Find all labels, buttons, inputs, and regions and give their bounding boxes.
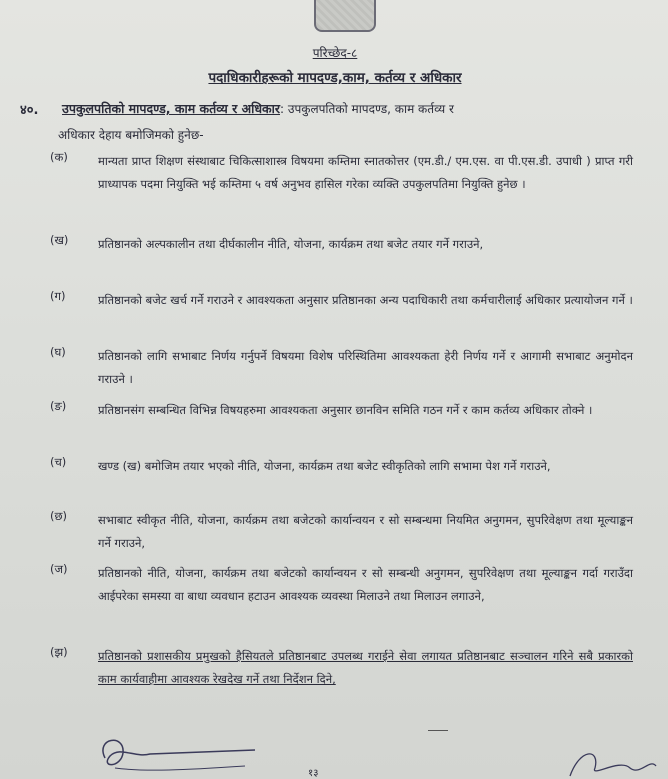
section-title: उपकुलपतिको मापदण्ड, काम कर्तव्य र अधिकार	[62, 101, 281, 116]
item-label: (च)	[50, 455, 67, 469]
chapter-label: परिच्छेद-८	[312, 46, 358, 60]
section-intro-continued: अधिकार देहाय बमोजिमको हुनेछ-	[58, 128, 204, 142]
signature-scribble	[95, 728, 265, 776]
item-text: खण्ड (ख) बमोजिम तयार भएको नीति, योजना, कार्यक्रम तथा बजेट स्वीकृतिको लागि सभामा पेश गर्ने गराउने,	[98, 459, 551, 473]
emblem-stamp	[314, 0, 376, 32]
item-text: मान्यता प्राप्त शिक्षण संस्थाबाट चिकित्साशास्त्र विषयमा कम्तिमा स्नातकोत्तर (एम.डी./ एम.एस. वा पी.एस.डी. उपाधी ) प्राप्त गरी प्राध्यापक पदमा नियुक्ति भई कम्तिमा ५ वर्ष अनुभव हासिल गरेका व्यक्ति उपकुलपतिमा नियुक्ति हुनेछ ।	[98, 154, 633, 191]
item-label: (ग)	[50, 289, 66, 303]
item-text: प्रतिष्ठानको प्रशासकीय प्रमुखको हैसियतले प्रतिष्ठानबाट उपलब्ध गराईने सेवा लगायत प्रतिष्ठानबाट सञ्चालन गरिने सबै प्रकारको काम कार्यवाहीमा आवश्यक रेखदेख गर्ने तथा निर्देशन दिने,	[98, 649, 633, 686]
item-text: प्रतिष्ठानको बजेट खर्च गर्ने गराउने र आवश्यकता अनुसार प्रतिष्ठानका अन्य पदाधिकारी तथा कर्मचारीलाई अधिकार प्रत्यायोजन गर्ने ।	[98, 293, 633, 307]
dash-mark	[428, 730, 448, 731]
item-label: (छ)	[50, 509, 68, 523]
item-text: प्रतिष्ठानको नीति, योजना, कार्यक्रम तथा बजेटको कार्यान्वयन र सो सम्बन्धी अनुगमन, सुपरिवेक्षण तथा मूल्याङ्कन गर्दा गराउँदा आईपरेका समस्या वा बाधा व्यवधान हटाउन आवश्यक व्यवस्था मिलाउने तथा मिलाउन लगाउने,	[98, 566, 633, 603]
corner-scribble	[560, 738, 660, 779]
item-label: (ज)	[50, 562, 68, 576]
section-number: ४०.	[20, 103, 39, 118]
item-text: प्रतिष्ठानको अल्पकालीन तथा दीर्घकालीन नीति, योजना, कार्यक्रम तथा बजेट तयार गर्ने गराउने,	[98, 237, 484, 251]
item-text: प्रतिष्ठानको लागि सभाबाट निर्णय गर्नुपर्ने विषयमा विशेष परिस्थितिमा आवश्यकता हेरी निर्णय गर्ने र आगामी सभाबाट अनुमोदन गराउने ।	[98, 349, 633, 386]
item-label: (घ)	[50, 345, 66, 359]
section-first-line	[62, 100, 642, 117]
section-intro: : उपकुलपतिको मापदण्ड, काम कर्तव्य र	[280, 102, 454, 116]
item-label: (ङ)	[50, 399, 67, 413]
item-text: प्रतिष्ठानसंग सम्बन्धित विभिन्न विषयहरुमा आवश्यकता अनुसार छानविन समिति गठन गर्ने र काम कर्तव्य अधिकार तोक्ने ।	[98, 403, 593, 417]
item-label: (क)	[50, 150, 68, 164]
item-label: (झ)	[50, 645, 68, 659]
page-number: १३	[308, 768, 319, 779]
item-label: (ख)	[50, 233, 69, 247]
chapter-heading: पदाधिकारीहरूको मापदण्ड,काम, कर्तव्य र अधिकार	[208, 70, 462, 86]
item-text: सभाबाट स्वीकृत नीति, योजना, कार्यक्रम तथा बजेटको कार्यान्वयन र सो सम्बन्धमा नियमित अनुगमन, सुपरिवेक्षण तथा मूल्याङ्कन गर्ने गराउने,	[98, 513, 633, 550]
